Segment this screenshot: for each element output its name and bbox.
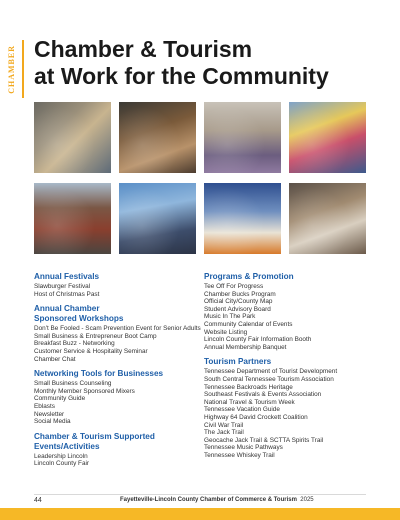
- list-item: Chamber Bucks Program: [204, 290, 276, 298]
- list-item: Civil War Trail: [204, 421, 244, 429]
- list-item: Tennessee Vacation Guide: [204, 406, 280, 414]
- list-item: Lincoln County Fair Information Booth: [204, 336, 312, 344]
- list-item: Tee Off For Progress: [204, 283, 264, 290]
- title-line-2: at Work for the Community: [34, 63, 329, 89]
- section-annual-festivals: [34, 272, 209, 298]
- section-networking-tools: [34, 369, 209, 426]
- section-heading: Annual Chamber Sponsored Workshops: [34, 304, 124, 324]
- photo-costumed-participants: [289, 102, 366, 173]
- photo-grid: [34, 102, 366, 254]
- section-heading: Annual Festivals: [34, 272, 100, 281]
- section-heading: Chamber & Tourism Supported Events/Activities: [34, 431, 155, 451]
- section-tab: [0, 40, 24, 98]
- list-item: Don't Be Fooled - Scam Prevention Event for Senior Adults: [34, 325, 201, 333]
- section-supported-events: [34, 432, 209, 468]
- list-item: Community Calendar of Events: [204, 320, 293, 328]
- section-workshops: [34, 304, 209, 363]
- list-item: Slawburger Festival: [34, 283, 91, 290]
- list-item: Newsletter: [34, 410, 65, 418]
- list-item: Chamber Chat: [34, 355, 76, 363]
- footer-year: 2025: [300, 497, 314, 503]
- list-item: The Jack Trail: [204, 429, 244, 437]
- page-number: 44: [34, 497, 42, 504]
- list-item: Annual Membership Banquet: [204, 343, 287, 351]
- list-item: Community Guide: [34, 395, 86, 403]
- photo-volunteers: [204, 102, 281, 173]
- right-column: [204, 272, 379, 465]
- list-item: Small Business & Entrepreneur Boot Camp: [34, 332, 157, 340]
- section-programs-promotion: [204, 272, 379, 351]
- list-item: Official City/County Map: [204, 298, 273, 306]
- list-item: Monthly Member Sponsored Mixers: [34, 387, 135, 395]
- list-item: Website Listing: [204, 328, 248, 336]
- list-item: Geocache Jack Trail & SCTTA Spirits Trail: [204, 436, 324, 444]
- list-item: Tennessee Department of Tourist Development: [204, 368, 338, 376]
- footer-org: Fayetteville-Lincoln County Chamber of Commerce & Tourism: [120, 497, 297, 503]
- section-heading: Programs & Promotion: [204, 272, 294, 281]
- list-item: Tennessee Music Pathways: [204, 444, 283, 452]
- list-item: Tennessee Backroads Heritage: [204, 383, 293, 391]
- list-item: Music In The Park: [204, 313, 256, 321]
- left-column: [34, 272, 209, 474]
- photo-speaker-podium: [204, 183, 281, 254]
- list-item: Small Business Counseling: [34, 380, 112, 388]
- page-title: [34, 36, 384, 90]
- list-item: Eblasts: [34, 402, 55, 410]
- list-item: Customer Service & Hospitality Seminar: [34, 347, 148, 355]
- list-item: Lincoln County Fair: [34, 460, 90, 468]
- section-tourism-partners: [204, 357, 379, 459]
- photo-banquet-buffet: [289, 183, 366, 254]
- section-tab-label: CHAMBER: [6, 44, 16, 94]
- section-heading: Networking Tools for Businesses: [34, 369, 164, 379]
- list-item: Breakfast Buzz - Networking: [34, 340, 115, 348]
- list-item: Tennessee Whiskey Trail: [204, 451, 275, 459]
- list-item: South Central Tennessee Tourism Association: [204, 375, 334, 383]
- title-line-1: Chamber & Tourism: [34, 36, 253, 62]
- list-item: Southeast Festivals & Events Association: [204, 391, 322, 399]
- footer-caption: [120, 497, 314, 503]
- list-item: Social Media: [34, 418, 71, 426]
- list-item: Leadership Lincoln: [34, 452, 88, 460]
- list-item: Highway 64 David Crockett Coalition: [204, 413, 308, 421]
- list-item: National Travel & Tourism Week: [204, 398, 295, 406]
- photo-festival-crowd: [34, 102, 111, 173]
- list-item: Host of Christmas Past: [34, 290, 100, 298]
- photo-networking-event: [119, 102, 196, 173]
- section-heading: Tourism Partners: [204, 357, 272, 367]
- photo-downtown-storefronts: [34, 183, 111, 254]
- list-item: Student Advisory Board: [204, 305, 271, 313]
- bottom-accent-bar: [0, 508, 400, 520]
- footer-divider: [34, 494, 366, 495]
- photo-building-exterior: [119, 183, 196, 254]
